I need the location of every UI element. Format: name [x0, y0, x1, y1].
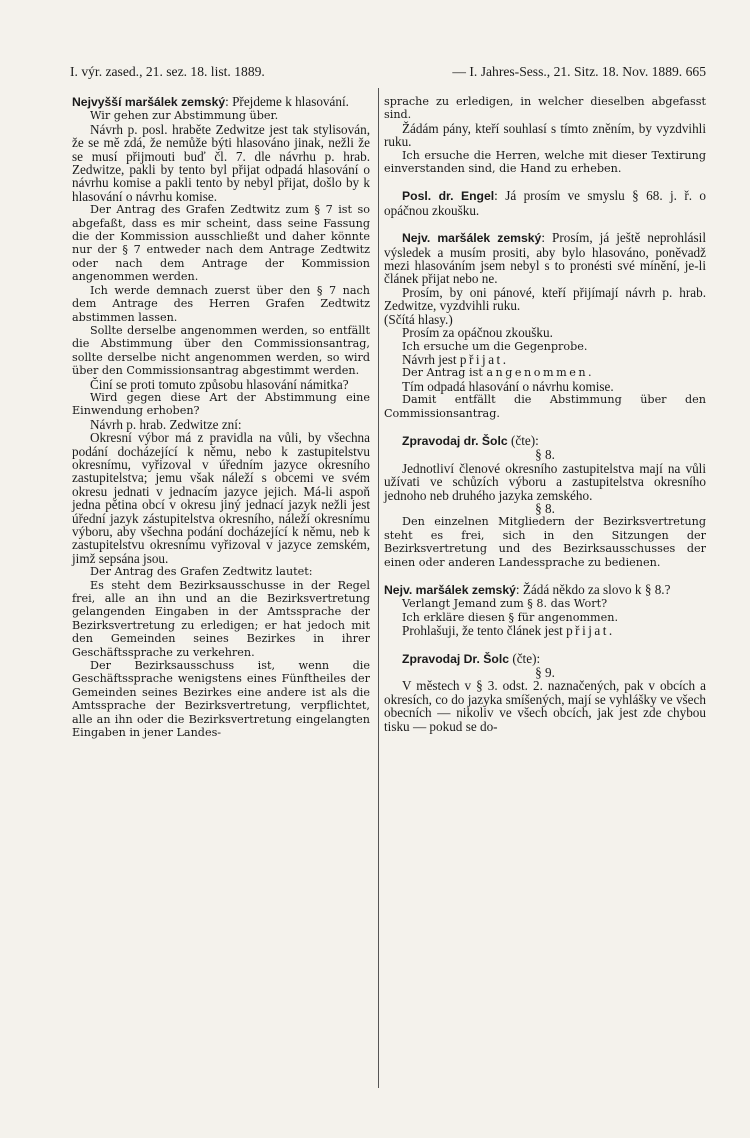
- paragraph: Nejvyšší maršálek zemský: Přejdeme k hlasování.: [72, 94, 349, 109]
- page-header: [70, 64, 706, 80]
- quoted-text: V městech v § 3. odst. 2. naznačených, pak v obcích a okresích, co do jazyka smíšených, mají se vyhlášky ve všech obecních — nikoliv ve všech obcích, jak jest zde chybou tisku — pokud se do-: [384, 678, 706, 734]
- paragraph: Zpravodaj Dr. Šolc (čte):: [402, 650, 541, 666]
- speaker-name: Nejvyšší maršálek zemský: [72, 95, 226, 109]
- paragraph: Činí se proti tomuto způsobu hlasování námitka?: [90, 376, 349, 392]
- paragraph-german: Wird gegen diese Art der Abstimmung eine Einwendung erhoben?: [72, 390, 370, 418]
- paragraph: Tím odpadá hlasování o návrhu komise.: [402, 378, 614, 394]
- paragraph: Posl. dr. Engel: Já prosím ve smyslu § 68. j. ř. o opáčnou zkoušku.: [384, 188, 706, 218]
- header-german: — I. Jahres-Sess., 21. Sitz. 18. Nov. 1889. 665: [452, 64, 706, 79]
- paragraph: Nejv. maršálek zemský: Prosím, já ještě neprohlásil výsledek a musím prositi, aby bylo hlasováno, poněvadž mezi hlasováním jsem nebyl s to pronésti své mínění, je-li článek přijat nebo ne.: [384, 230, 706, 287]
- column-divider: [378, 88, 379, 1088]
- quoted-text-german: Den einzelnen Mitgliedern der Bezirksvertretung steht es frei, sich in den Sitzungen der Bezirksvertretung und des Bezirksausschusses der einen oder anderen Landessprache zu bedienen.: [384, 515, 706, 569]
- section-heading: § 9.: [535, 665, 555, 681]
- right-column: [384, 95, 706, 733]
- paragraph: Prosím za opáčnou zkoušku.: [402, 325, 553, 341]
- paragraph-german: Sollte derselbe angenommen werden, so entfällt die Abstimmung über den Commissionsantrag, sollte derselbe nicht angenommen werden, so wird über den Commissionsantrag abgestimmt werden.: [72, 323, 370, 378]
- paragraph: Návrh p. hrab. Zedwitze zní:: [90, 416, 242, 432]
- paragraph: Zpravodaj dr. Šolc (čte):: [402, 432, 539, 448]
- paragraph-german: sprache zu erledigen, in welcher dieselben abgefasst sind.: [384, 95, 706, 122]
- paragraph: Návrh p. posl. hraběte Zedwitze jest tak stylisován, že se mě zdá, že nemůže býti hlasováno jinak, nežli že se musí přijmouti buď čl. 7. dle návrhu p. hrab. Zedwitze, pakli by tento byl přijat odpadá hlasování o návrhu komise a pakli tento by nebyl přijat, došlo by k hlasování o návrhu komise.: [72, 121, 370, 204]
- paragraph-german: Ich ersuche um die Gegenprobe.: [402, 339, 588, 353]
- paragraph: (Sčítá hlasy.): [384, 311, 453, 327]
- quoted-text-german: Es steht dem Bezirksausschusse in der Regel frei, alle an ihn und an die Bezirksvertretung gelangenden Eingaben in der Amtssprache der Bezirksvertretung zu erledigen; er hat jedoch mit den Gemeinden seines Bezirkes in ihrer Geschäftssprache zu verkehren.: [72, 578, 370, 659]
- speaker-name: Zpravodaj dr. Šolc: [402, 433, 508, 448]
- paragraph: Prohlašuji, že tento článek jest přijat.: [402, 623, 613, 639]
- speaker-name: Nejv. maršálek zemský: [384, 583, 516, 597]
- speaker-name: Posl. dr. Engel: [402, 189, 495, 204]
- paragraph-german: Der Antrag des Grafen Zedtwitz lautet:: [90, 565, 313, 579]
- speaker-name: Zpravodaj Dr. Šolc: [402, 651, 510, 666]
- paragraph: Nejv. maršálek zemský: Žádá někdo za slovo k § 8.?: [384, 582, 671, 597]
- paragraph: Návrh jest přijat.: [402, 351, 507, 367]
- paragraph-german: Der Antrag ist angenommen.: [402, 366, 592, 380]
- paragraph-german: Der Antrag des Grafen Zedtwitz zum § 7 ist so abgefaßt, dass es mir scheint, dass seine Fassung die der Kommission ausschließt und daher könnte nur der § 7 entweder nach dem Antrage Zedtwitz oder nach dem Antrage der Kommission angenommen werden.: [72, 203, 370, 284]
- paragraph-german: Wir gehen zur Abstimmung über.: [90, 109, 279, 123]
- paragraph-german: Ich erkläre diesen § für angenommen.: [402, 610, 619, 624]
- left-column: [72, 95, 370, 740]
- paragraph-german: Ich werde demnach zuerst über den § 7 nach dem Antrage des Herren Grafen Zedtwitz abstimmen lassen.: [72, 283, 370, 324]
- paragraph: Prosím, by oni pánové, kteří přijímají návrh p. hrab. Zedwitze, vyzdvihli ruku.: [384, 284, 706, 314]
- section-heading: § 8.: [535, 500, 555, 516]
- paragraph-german: Damit entfällt die Abstimmung über den Commissionsantrag.: [384, 393, 706, 420]
- paragraph: Žádám pány, kteří souhlasí s tímto zněním, by vyzdvihli ruku.: [384, 120, 706, 150]
- quoted-text: Okresní výbor má z pravidla na vůli, by všechna podání docházející k němu, nebo k zastupitelstvu okresnímu, vyřizoval v úředním jazyce okresního zastupitelstva; jemu však náleží s obcemi ve svém okresu jednati v jednacím jazyce jejich. Má-li aspoň jedna pětina obcí v okresu jiný jednací jazyk nežli jest úřední jazyk zástupitelstva okresního, náleží okresnímu výboru, aby všechna podání docházející k němu, neb k zastupitelstvu okresnímu vyřizoval v jazyce zemském, jimž sepsána jsou.: [72, 430, 370, 566]
- section-heading: § 8.: [535, 447, 555, 463]
- header-czech: I. výr. zased., 21. sez. 18. list. 1889.: [70, 64, 265, 79]
- quoted-text: Jednotliví členové okresního zastupitelstva mají na vůli užívati ve schůzích výboru a zastupitelstva okresního jednoho neb druhého jazyka zemského.: [384, 460, 706, 503]
- paragraph-german: Verlangt Jemand zum § 8. das Wort?: [402, 597, 608, 611]
- quoted-text-german: Der Bezirksausschuss ist, wenn die Geschäftssprache wenigstens eines Fünftheiles der Gemeinden seines Bezirkes eine andere ist als die Amtssprache der Bezirksvertretung, verpflichtet, alle an ihn oder die Bezirksvertretung eingelangten Eingaben in jener Landes-: [72, 659, 370, 740]
- speaker-name: Nejv. maršálek zemský: [402, 231, 542, 246]
- paragraph-german: Ich ersuche die Herren, welche mit dieser Textirung einverstanden sind, die Hand zu erheben.: [384, 148, 706, 176]
